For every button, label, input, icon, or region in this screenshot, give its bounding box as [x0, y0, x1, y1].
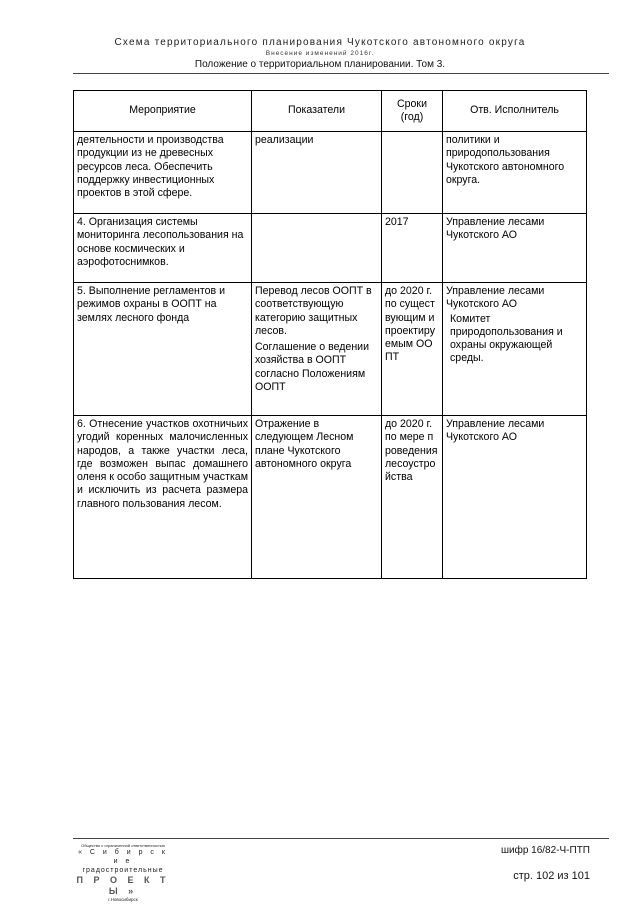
cell-term: 2017: [382, 214, 443, 283]
cell-measure: деятельности и производства продукции из не древесных ресурсов леса. Обеспечить поддержку инвестиционных проектов в этой сфере.: [74, 132, 252, 214]
cell-indicators: реализации: [252, 132, 382, 214]
table-row: [74, 132, 587, 214]
cell-term: до 2020 г. по мере проведения лесоустройства: [382, 416, 443, 579]
table-row: [74, 416, 587, 579]
cell-term: [382, 132, 443, 214]
header-divider: [73, 73, 609, 74]
logo-line: г.Новосибирск: [108, 897, 138, 902]
executor-text: Управление лесами Чукотского АО: [446, 285, 545, 311]
cell-indicators: [252, 283, 382, 416]
cell-indicators: [252, 214, 382, 283]
cell-measure: 4. Организация системы мониторинга лесопользования на основе космических и аэрофотоснимков.: [74, 214, 252, 283]
cell-indicators: Отражение в следующем Лесном плане Чукотского автономного округа: [252, 416, 382, 579]
company-logo: [73, 843, 173, 903]
indicator-text: Перевод лесов ООПТ в соответствующую категорию защитных лесов.: [255, 285, 372, 337]
table-header-row: [74, 91, 587, 132]
volume-title: Положение о территориальном планировании. Том 3.: [194, 59, 446, 70]
executor-text-2: Комитет природопользования и охраны окружающей среды.: [450, 312, 563, 365]
cell-executor: Управление лесами Чукотского АО: [443, 416, 587, 579]
measures-table: [73, 90, 587, 579]
document-title: Схема территориального планирования Чукотского автономного округа: [114, 37, 526, 48]
footer-divider: [73, 838, 609, 839]
column-header-indicators: Показатели: [252, 91, 382, 132]
column-header-term: Сроки (год): [382, 91, 443, 132]
column-header-executor: Отв. Исполнитель: [443, 91, 587, 132]
cell-executor: политики и природопользования Чукотского автономного округа.: [443, 132, 587, 214]
logo-line: « С и б и р с к и е: [78, 849, 168, 865]
column-header-measure: Мероприятие: [74, 91, 252, 132]
logo-line: Общество с ограниченной ответственностью: [81, 843, 165, 848]
page-number: стр. 102 из 101: [513, 870, 590, 882]
table-row: [74, 283, 587, 416]
table-row: [74, 214, 587, 283]
cell-term: до 2020 г. по существующим и проектируемым ООПТ: [382, 283, 443, 416]
document-cipher: шифр 16/82-Ч-ПТП: [500, 845, 590, 856]
cell-measure: 5. Выполнение регламентов и режимов охраны в ООПТ на землях лесного фонда: [74, 283, 252, 416]
document-subtitle: Внесение изменений 2016г.: [265, 50, 375, 57]
cell-executor: [443, 283, 587, 416]
cell-executor: Управление лесами Чукотского АО: [443, 214, 587, 283]
logo-line: П Р О Е К Т Ы »: [76, 875, 170, 896]
indicator-text-2: Соглашение о ведении хозяйства в ООПТ согласно Положениям ООПТ: [255, 341, 370, 394]
logo-line: градостроительные: [82, 867, 164, 874]
cell-measure: 6. Отнесение участков охотничьих угодий коренных малочисленных народов, а также участки леса, где возможен выпас домашнего оленя к особо защитным участкам и исключить из расчета размера главного пользования лесом.: [74, 416, 252, 579]
